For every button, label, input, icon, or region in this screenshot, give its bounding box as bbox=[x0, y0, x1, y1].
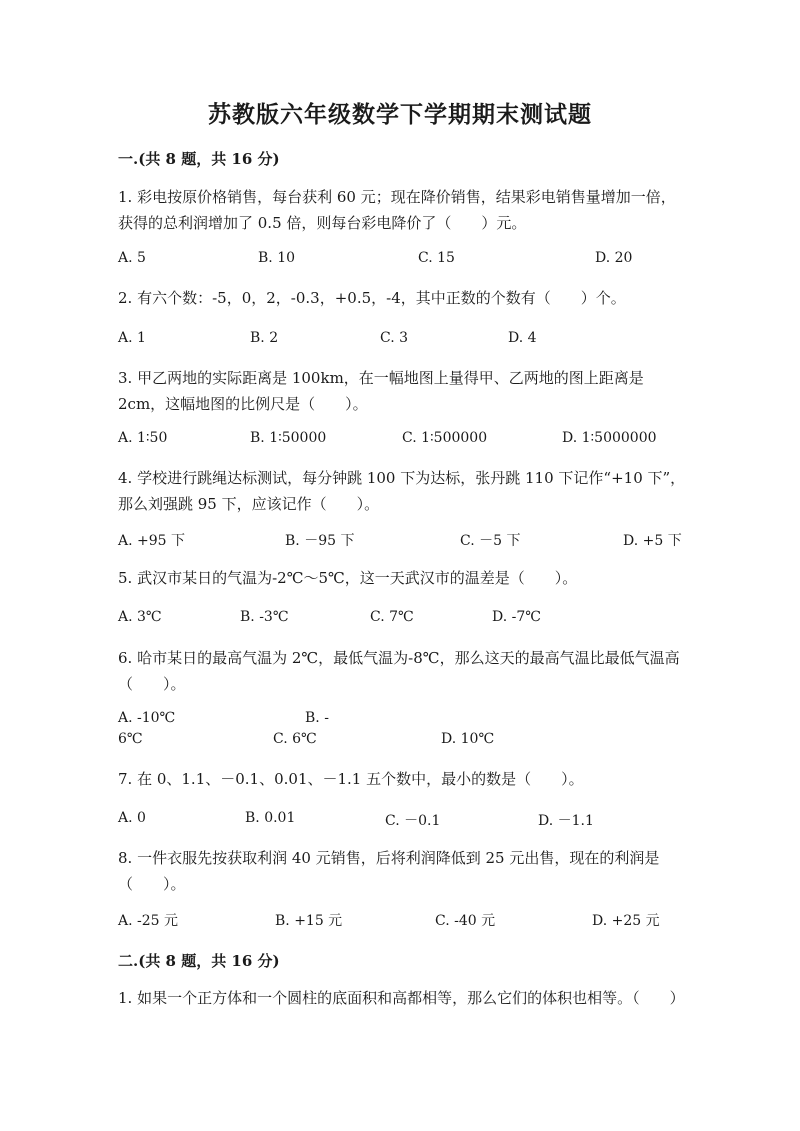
question-1-option-d: D. 20 bbox=[595, 250, 633, 266]
question-8-option-b: B. +15 元 bbox=[275, 913, 343, 929]
question-8-option-c: C. -40 元 bbox=[435, 913, 496, 929]
question-8-option-a: A. -25 元 bbox=[118, 913, 179, 929]
question-7-option-c: C. －0.1 bbox=[385, 813, 441, 829]
question-1-option-b: B. 10 bbox=[258, 250, 296, 266]
question-4: 4. 学校进行跳绳达标测试，每分钟跳 100 下为达标，张丹跳 110 下记作“+10 下”，那么刘强跳 95 下，应该记作（ ）。 bbox=[118, 469, 686, 513]
question-4-option-c: C. －5 下 bbox=[460, 533, 521, 549]
section-heading-1: 一.(共 8 题，共 16 分) bbox=[118, 150, 280, 168]
question-2-option-a: A. 1 bbox=[118, 330, 146, 346]
question-1: 1. 彩电按原价格销售，每台获利 60 元；现在降价销售，结果彩电销售量增加一倍，获得的总利润增加了 0.5 倍，则每台彩电降价了（ ）元。 bbox=[118, 188, 676, 232]
question-7: 7. 在 0、1.1、－0.1、0.01、－1.1 五个数中，最小的数是（ ）。 bbox=[118, 770, 584, 788]
question-6-option-d: D. 10℃ bbox=[441, 731, 495, 747]
question-3-option-d: D. 1∶5000000 bbox=[562, 430, 657, 446]
true-false-question-1: 1. 如果一个正方体和一个圆柱的底面积和高都相等，那么它们的体积也相等。（ ） bbox=[118, 989, 685, 1007]
question-6-option-b-line2: 6℃ bbox=[118, 731, 143, 747]
question-3-option-a: A. 1∶50 bbox=[118, 430, 168, 446]
question-7-option-a: A. 0 bbox=[118, 810, 146, 826]
question-2: 2. 有六个数：-5，0，2，-0.3，+0.5，-4，其中正数的个数有（ ）个。 bbox=[118, 289, 626, 307]
question-5-option-d: D. -7℃ bbox=[492, 609, 541, 625]
question-5-option-c: C. 7℃ bbox=[370, 609, 414, 625]
question-6: 6. 哈市某日的最高气温为 2℃，最低气温为-8℃，那么这天的最高气温比最低气温高（ ）。 bbox=[118, 649, 680, 693]
question-8-option-d: D. +25 元 bbox=[592, 913, 660, 929]
question-3: 3. 甲乙两地的实际距离是 100km，在一幅地图上量得甲、乙两地的图上距离是 2cm，这幅地图的比例尺是（ ）。 bbox=[118, 369, 644, 413]
section-heading-2: 二.(共 8 题，共 16 分) bbox=[118, 952, 280, 970]
question-5: 5. 武汉市某日的气温为-2℃～5℃，这一天武汉市的温差是（ ）。 bbox=[118, 569, 578, 587]
question-5-option-a: A. 3℃ bbox=[118, 609, 162, 625]
question-4-option-d: D. +5 下 bbox=[623, 533, 682, 549]
question-6-option-b-line1: B. - bbox=[305, 710, 329, 726]
question-4-option-b: B. －95 下 bbox=[285, 533, 355, 549]
question-3-option-c: C. 1∶500000 bbox=[402, 430, 488, 446]
question-1-option-c: C. 15 bbox=[418, 250, 455, 266]
page-title: 苏教版六年级数学下学期期末测试题 bbox=[208, 101, 592, 128]
question-2-option-b: B. 2 bbox=[250, 330, 279, 346]
question-7-option-b: B. 0.01 bbox=[245, 810, 296, 826]
question-8: 8. 一件衣服先按获取利润 40 元销售，后将利润降低到 25 元出售，现在的利润是（ ）。 bbox=[118, 849, 660, 893]
question-6-option-a: A. -10℃ bbox=[118, 710, 176, 726]
question-3-option-b: B. 1∶50000 bbox=[250, 430, 327, 446]
question-2-option-c: C. 3 bbox=[380, 330, 409, 346]
question-7-option-d: D. －1.1 bbox=[538, 813, 594, 829]
question-2-option-d: D. 4 bbox=[508, 330, 537, 346]
question-5-option-b: B. -3℃ bbox=[240, 609, 289, 625]
question-6-option-c: C. 6℃ bbox=[273, 731, 317, 747]
question-4-option-a: A. +95 下 bbox=[118, 533, 186, 549]
question-1-option-a: A. 5 bbox=[118, 250, 146, 266]
